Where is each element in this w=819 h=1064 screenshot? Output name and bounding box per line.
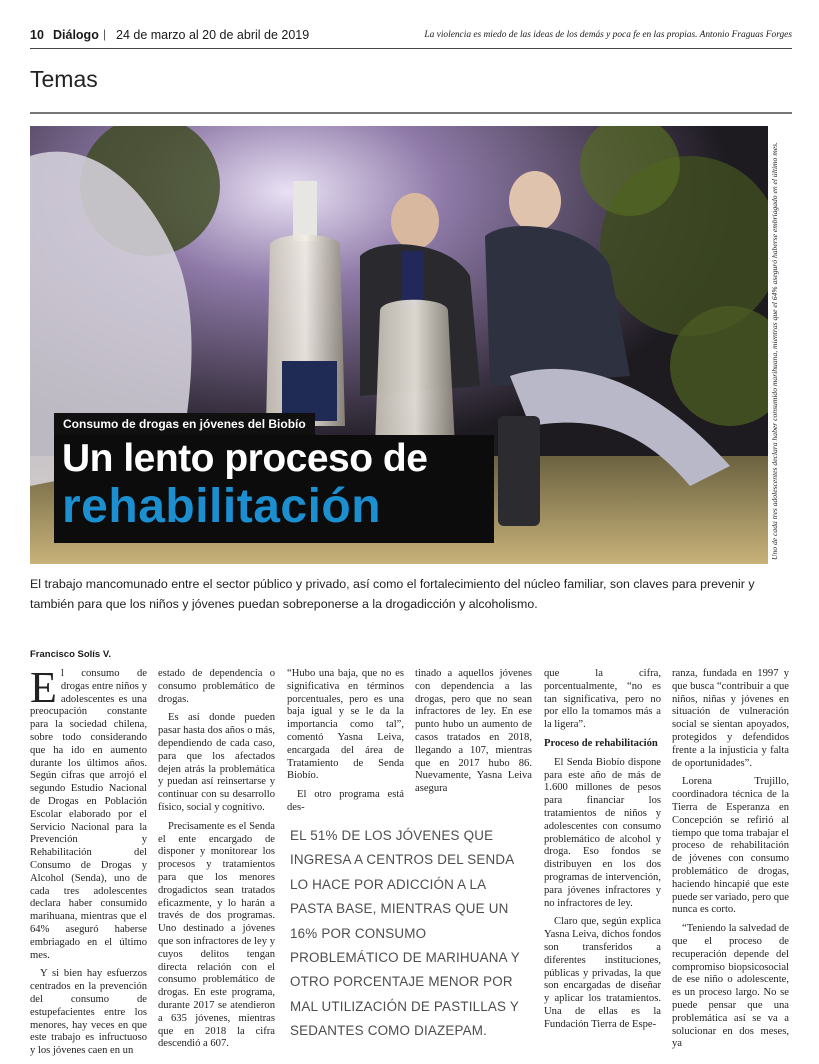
column-6 xyxy=(672,668,789,1057)
column-3 xyxy=(287,668,404,821)
page-number: 10 xyxy=(30,28,44,42)
paragraph: “Teniendo la salvedad de que el proceso de recuperación depende del compromiso biopsicosocial de ese niño o adolescente, es un proceso largo. No se puede pensar que una problemática así se va a solucionar en dos meses, ya xyxy=(672,923,789,1050)
photo-caption: Uno de cada tres adolescentes declara haber consumido marihuana, mientras que el 64% aseguró haberse embriagado en el último mes. xyxy=(770,142,779,560)
headline-kicker: Consumo de drogas en jóvenes del Biobío xyxy=(54,413,315,435)
paragraph: El otro programa está des- xyxy=(287,789,404,813)
paragraph: Es así donde pueden pasar hasta dos años o más, dependiendo de cada caso, para que los afectados dejen atrás la problemática y puedan así reinsertarse y continuar con su desarrollo físico, social y cognitivo. xyxy=(158,712,275,813)
byline: Francisco Solís V. xyxy=(30,649,111,660)
issue-date: 24 de marzo al 20 de abril de 2019 xyxy=(116,28,310,42)
paragraph: Y si bien hay esfuerzos centrados en la prevención del consumo de estupefacientes entre los menores, hay veces en que este trabajo es infructuoso y los jóvenes caen en un xyxy=(30,968,147,1057)
paragraph: El Senda Biobío dispone para este año de más de 1.600 millones de pesos para financiar los tratamientos de niños y adolescentes con consumo problemático de alcohol y droga. Eso fondos se distribuyen en los dos programas de intervención, para jóvenes infractores y no infractores de ley. xyxy=(544,756,661,909)
pull-quote: EL 51% DE LOS JÓVENES QUE INGRESA A CENTROS DEL SENDA LO HACE POR ADICCIÓN A LA PASTA BASE, MIENTRAS QUE UN 16% POR CONSUMO PROBLEMÁTICO DE MARIHUANA Y OTRO PORCENTAJE MENOR POR MAL UTILIZACIÓN DE PASTILLAS Y SEDANTES COMO DIAZEPAM. xyxy=(290,828,520,1039)
paragraph: “Hubo una baja, que no es significativa en términos porcentuales, pero es una baja igual y se le da la importancia como tal”, comentó Yasna Leiva, encargada del área de Tratamiento de Senda Biobío. xyxy=(287,668,404,782)
paragraph: tinado a aquellos jóvenes con dependencia a las drogas, pero que no sean infractores de ley. En ese punto hubo un aumento de casos tratados en 2018, llegando a 107, mientras que en 2017 hubo 86. Nuevamente, Yasna Leiva asegura xyxy=(415,668,532,795)
section-title: Temas xyxy=(30,66,98,92)
paragraph: Precisamente es el Senda el ente encargado de disponer y monitorear los procesos y tratamientos para que los menores drogadictos sean tratados eficazmente, y lo harán a través de dos programas. Uno destinado a jóvenes que son infractores de ley y cuyos delitos tengan directa relación con el consumo problemático de drogas. En este programa, durante 2017 se atendieron a 635 jóvenes, mientras que en 2018 la cifra descendió a 607. xyxy=(158,820,275,1050)
subhead: Proceso de rehabilitación xyxy=(544,737,658,749)
paragraph: estado de dependencia o consumo problemático de drogas. xyxy=(158,668,275,705)
column-5 xyxy=(544,668,661,1038)
headline-box xyxy=(54,435,494,543)
column-4 xyxy=(415,668,532,802)
column-1 xyxy=(30,663,147,1064)
drop-cap: E xyxy=(30,663,57,712)
headline-line-1: Un lento proceso de xyxy=(62,437,428,480)
lede: El trabajo mancomunado entre el sector público y privado, así como el fortalecimiento del núcleo familiar, son claves para prevenir y también para que los niños y jóvenes puedan sobreponerse a la drogadicción y alcoholismo. xyxy=(30,577,755,611)
header-quote: La violencia es miedo de las ideas de los demás y poca fe en las propias. Antonio Fraguas Forges xyxy=(424,30,792,40)
section-rule xyxy=(30,112,792,114)
section-name: Diálogo xyxy=(53,28,99,42)
page-header xyxy=(30,26,792,46)
column-2 xyxy=(158,668,275,1057)
paragraph: Lorena Trujillo, coordinadora técnica de la Tierra de Esperanza en Concepción se refirió al tiempo que toma trabajar el proceso de rehabilitación de jóvenes con consumo problemático de drogas, haciendo hincapié que este puede ser variado, pero que nunca es corto. xyxy=(672,776,789,916)
header-separator: | xyxy=(103,27,107,41)
paragraph: El consumo de drogas entre niños y adolescentes es una preocupación constante para la sociedad chilena, sobre todo considerando que ha ido en aumento durante los últimos años. Según cifras que arrojó el segundo Estudio Nacional de Drogas en Población Escolar elaborado por el Servicio Nacional para la Prevención y Rehabilitación del Consumo de Drogas y Alcohol (Senda), uno de cada tres adolescentes declara haber consumido marihuana, mientras que el 64% aseguró haberse embriagado en el último mes. xyxy=(30,663,147,961)
paragraph: ranza, fundada en 1997 y que busca “contribuir a que niños, niñas y jóvenes en situación de vulneración social se sientan apoyados, protegidos y defendidos frente a la injusticia y falta de oportunidades”. xyxy=(672,668,789,769)
paragraph: que la cifra, porcentualmente, “no es tan significativa, pero no por ello la tomamos más a la ligera”. xyxy=(544,668,661,731)
paragraph: Claro que, según explica Yasna Leiva, dichos fondos son transferidos a diferentes instituciones, públicas y privadas, la que son encargadas de diseñar y aplicar los tratamientos. Una de ellas es la Fundación Tierra de Espe- xyxy=(544,916,661,1030)
headline-line-2: rehabilitación xyxy=(62,480,382,533)
header-rule xyxy=(30,48,792,49)
